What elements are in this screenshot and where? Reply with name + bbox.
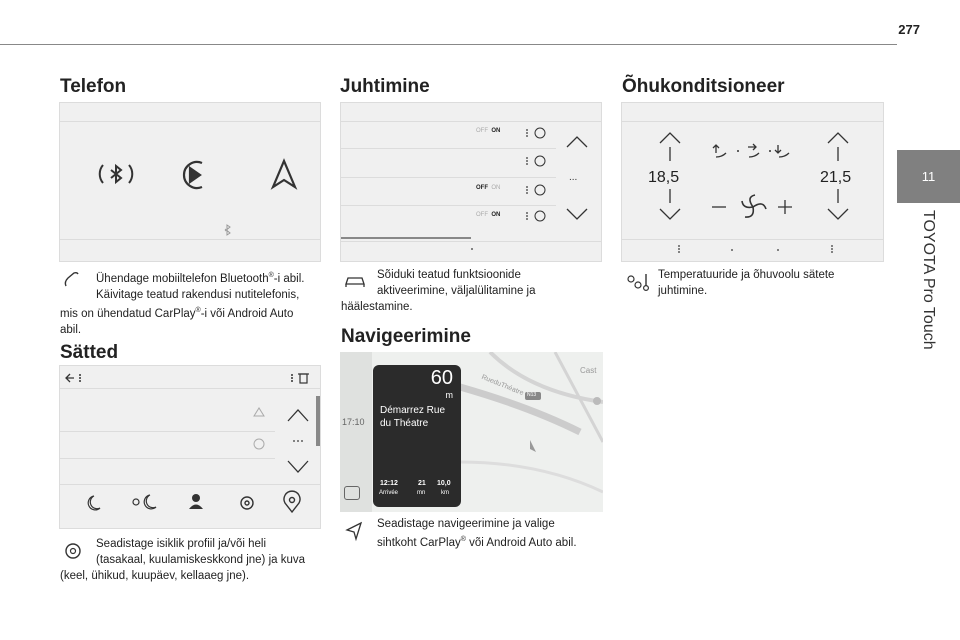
arrival-label: Arrivée	[379, 490, 399, 496]
toggle-off[interactable]: OFF ON	[476, 185, 501, 191]
side-title-text: TOYOTA Pro Touch	[920, 210, 937, 350]
more-dots-icon	[293, 440, 303, 442]
chevron-down-icon	[567, 209, 587, 219]
satted-heading: Sätted	[60, 342, 119, 363]
map-pin-icon	[593, 397, 601, 405]
climate-caption: Temperatuuride ja õhuvoolu sätete juhtimine.	[622, 267, 892, 299]
air-flow-upper-icon	[713, 145, 726, 157]
trash-icon	[298, 374, 309, 383]
temp-left-down-icon	[660, 209, 680, 219]
settings-gear-icon	[241, 497, 253, 509]
temp-left: 18,5	[648, 169, 680, 186]
temp-right-down-icon	[828, 209, 848, 219]
fan-plus-icon	[778, 200, 792, 214]
info-icon	[535, 185, 545, 195]
distance-unit: m	[445, 390, 453, 400]
road-label: N13	[527, 392, 537, 398]
menu-dots-icon	[79, 374, 81, 382]
chevron-up-icon	[288, 410, 308, 421]
page-number: 277	[898, 22, 920, 37]
side-title	[915, 210, 945, 380]
menu-dots-icon	[678, 245, 833, 253]
info-icon	[535, 128, 545, 138]
more-label[interactable]: ...	[569, 172, 578, 183]
juhtimine-caption: Sõiduki teatud funktsioonide aktiveerimine, väljalülitamine ja häälestamine.	[341, 269, 536, 313]
night-mode-icon	[88, 496, 100, 510]
section-tab[interactable]: 11	[897, 150, 960, 203]
temp-left-up-icon	[660, 133, 680, 143]
juhtimine-screen	[340, 102, 602, 262]
remaining-value: 10,0	[437, 480, 451, 487]
satted-caption: Seadistage isiklik profiil ja/või heli (tasakaal, kuulamiskeskkond jne) ja kuva (keel, ühikud, kuupäev, kellaaeg jne).	[60, 538, 306, 582]
climate-icon	[624, 271, 652, 293]
info-icon	[535, 211, 545, 221]
menu-dots-icon	[526, 129, 528, 220]
chevron-up-icon	[567, 137, 587, 147]
page-dot-icon	[471, 248, 473, 250]
home-button[interactable]	[344, 486, 360, 500]
duration-value: 21	[418, 480, 426, 487]
juhtimine-heading: Juhtimine	[340, 76, 430, 97]
telefon-screen	[59, 102, 321, 262]
nav-clock: 17:10	[342, 417, 365, 427]
arrival-time: 12:12	[380, 480, 398, 487]
navigeerimine-heading: Navigeerimine	[341, 326, 471, 347]
climate-screen	[621, 102, 884, 262]
gear-icon	[62, 540, 84, 562]
instruction-line2: du Théatre	[380, 418, 429, 429]
navigation-card[interactable]	[373, 365, 461, 507]
warning-icon	[254, 408, 264, 416]
telefon-caption: Ühendage mobiiltelefon Bluetooth®-i abil. Käivitage teatud rakendusi nutitelefonis, mis on ühendatud CarPlay®-i või Android Auto abil.	[60, 272, 305, 336]
air-flow-lower-icon	[775, 145, 789, 157]
distance-value: 60	[430, 367, 453, 389]
android-auto-icon	[273, 161, 295, 187]
navigeerimine-caption: Seadistage navigeerimine ja valige sihtkoht CarPlay® või Android Auto abil.	[341, 516, 611, 551]
ohukonditsioneer-heading: Õhukonditsioneer	[622, 76, 785, 97]
street-label: RueduThéatre	[480, 373, 525, 398]
bluetooth-icon	[100, 165, 133, 183]
profile-icon	[189, 494, 203, 509]
air-flow-mid-icon	[748, 144, 759, 157]
info-icon	[254, 439, 264, 449]
position-arrow-icon	[530, 440, 536, 452]
temp-right: 21,5	[820, 169, 852, 186]
chevron-down-icon	[288, 461, 308, 472]
phone-icon	[62, 270, 82, 290]
fan-icon	[742, 195, 766, 217]
bluetooth-small-icon	[225, 225, 230, 235]
car-icon	[343, 271, 367, 291]
place-label: Cast	[580, 366, 597, 375]
satted-screen	[59, 365, 321, 529]
remaining-unit: km	[441, 490, 449, 496]
instruction-line1: Démarrez Rue	[380, 405, 446, 416]
telefon-heading: Telefon	[60, 76, 127, 97]
day-night-icon	[133, 495, 156, 509]
header-divider	[0, 44, 897, 45]
toggle-on[interactable]: OFF ON	[476, 212, 501, 218]
duration-unit: mn	[417, 490, 426, 496]
menu-dots-icon	[291, 374, 293, 382]
temp-right-up-icon	[828, 133, 848, 143]
location-settings-icon	[284, 491, 300, 512]
back-arrow-icon	[66, 374, 74, 382]
toggle-on[interactable]: OFF ON	[476, 128, 501, 134]
navigation-arrow-icon	[343, 520, 365, 542]
info-icon	[535, 156, 545, 166]
carplay-icon	[184, 162, 202, 188]
